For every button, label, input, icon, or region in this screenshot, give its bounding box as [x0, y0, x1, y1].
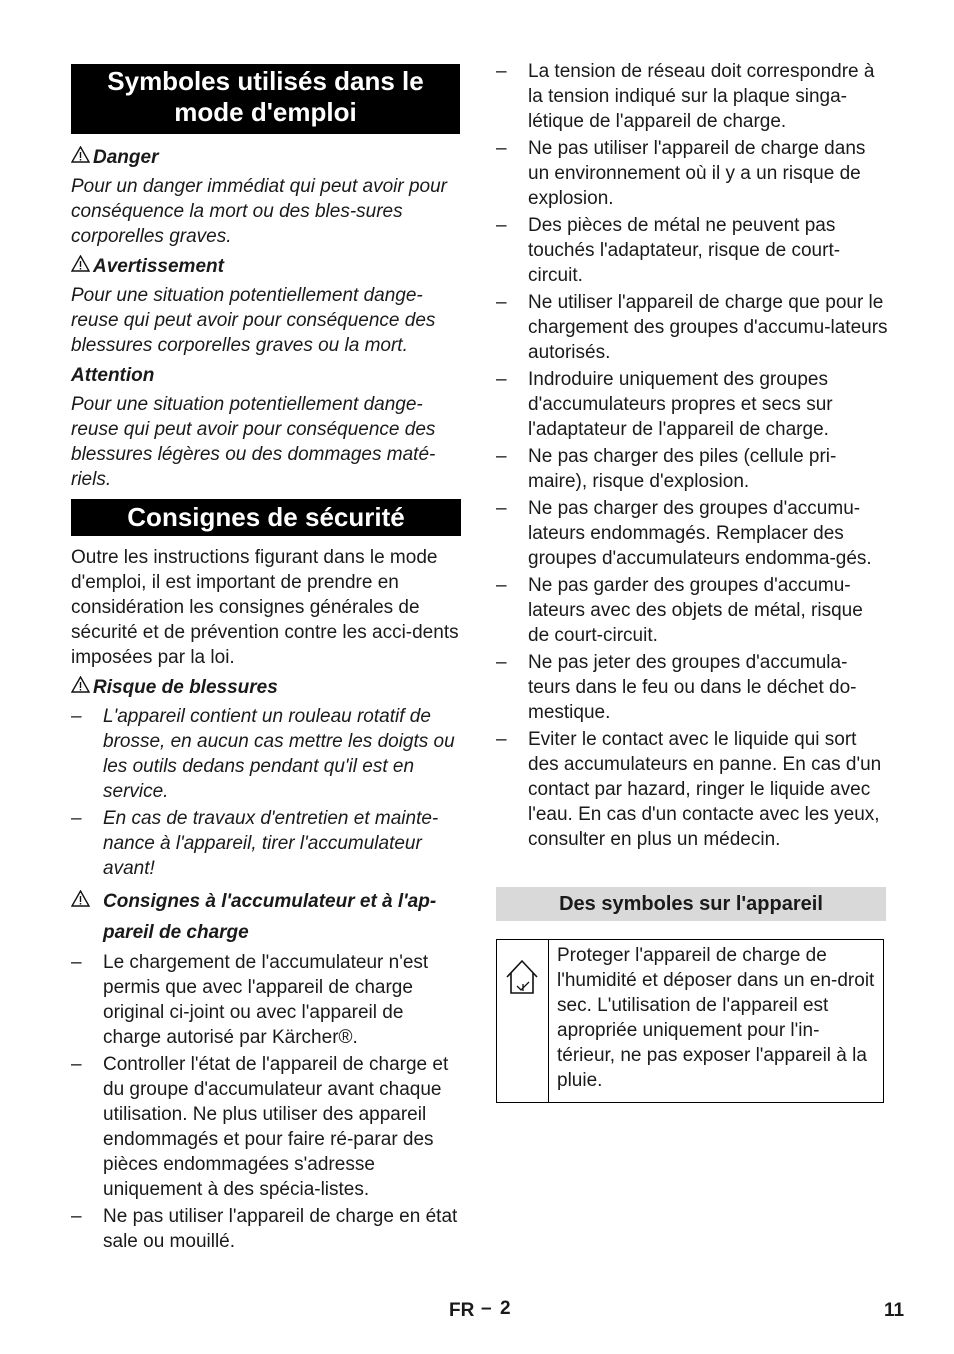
list-item: – En cas de travaux d'entretien et mainte-nance à l'appareil, tirer l'accumulateur avant! [71, 808, 439, 879]
warning-icon [71, 675, 93, 700]
safety-intro: Outre les instructions figurant dans le mode d'emploi, il est important de prendre en considération les consignes générales de sécurité et de prévention contre les acci-dents imposées par la loi. [71, 547, 459, 668]
danger-block [71, 145, 461, 249]
page-number: 11 [884, 1300, 905, 1321]
list-item: – La tension de réseau doit correspondre à la tension indiqué sur la plaque singa-létique de l'appareil de charge. [496, 61, 875, 132]
list-item: – Controller l'état de l'appareil de charge et du groupe d'accumulateur avant chaque utilisation. Ne plus utiliser des appareil endommagés et pour faire ré-parar des pièces endommagées s'adresse uniquement à des spécia-listes. [71, 1054, 449, 1200]
risk-heading [71, 675, 461, 700]
device-symbols-heading: Des symboles sur l'appareil [496, 887, 886, 921]
list-item: – Indroduire uniquement des groupes d'accumulateurs propres et secs sur l'adaptateur de l'appareil de charge. [496, 369, 833, 440]
warning-block [71, 254, 461, 358]
symbol-icon-cell [497, 940, 549, 1102]
footer-language: FR [449, 1300, 475, 1321]
avertissement-title: Avertissement [93, 256, 224, 277]
warning-icon [71, 145, 93, 170]
list-item: – Le chargement de l'accumulateur n'est permis que avec l'appareil de charge original ci-joint ou avec l'appareil de charge autorisé par Kärcher®. [71, 952, 429, 1048]
danger-text: Pour un danger immédiat qui peut avoir pour conséquence la mort ou des bles-sures corporelles graves. [71, 176, 448, 247]
heading-safety: Consignes de sécurité [71, 499, 461, 536]
symbol-description: Proteger l'appareil de charge de l'humidité et déposer dans un en-droit sec. L'utilisation de l'appareil est apropriée uniquement pour l'in-térieur, ne pas exposer l'appareil à la pluie. [557, 945, 875, 1091]
accumulator-block [71, 886, 461, 1256]
list-item: – L'appareil contient un rouleau rotatif de brosse, en aucun cas mettre les doigts ou les outils dedans pendant qu'il est en service. [71, 706, 455, 802]
list-item: – Ne pas garder des groupes d'accumu-lateurs avec des objets de métal, risque de court-circuit. [496, 575, 863, 646]
charger-safety-list [496, 59, 888, 854]
footer-separator: – [481, 1298, 492, 1319]
indoor-use-house-icon [503, 955, 541, 999]
avertissement-heading [71, 254, 461, 279]
list-item: – Ne pas charger des groupes d'accumu-lateurs endommagés. Remplacer des groupes d'accumulateurs endomma-gés. [496, 498, 872, 569]
avertissement-text: Pour une situation potentiellement dange-reuse qui peut avoir pour conséquence des blessures corporelles graves ou la mort. [71, 285, 436, 356]
danger-heading [71, 145, 461, 170]
attention-text: Pour une situation potentiellement dange-reuse qui peut avoir pour conséquence des blessures légères ou des dommages maté-riels. [71, 394, 436, 490]
list-item: – Des pièces de métal ne peuvent pas touchés l'adaptateur, risque de court-circuit. [496, 215, 841, 286]
risk-title: Risque de blessures [93, 677, 278, 698]
footer-section: 2 [500, 1298, 511, 1319]
accumulator-heading [71, 886, 461, 948]
list-item: – Ne utiliser l'appareil de charge que pour le chargement des groupes d'accumu-lateurs autorisés. [496, 292, 888, 363]
risk-list [71, 704, 461, 881]
warning-icon [71, 254, 93, 279]
list-item: – Ne pas jeter des groupes d'accumula-teurs dans le feu ou dans le déchet do-mestique. [496, 652, 857, 723]
list-item: – Ne pas utiliser l'appareil de charge dans un environnement où il y a un risque de explosion. [496, 138, 866, 209]
danger-title: Danger [93, 147, 159, 168]
risk-block [71, 675, 461, 883]
heading-symbols: Symboles utilisés dans le mode d'emploi [71, 64, 460, 134]
list-item: – Ne pas charger des piles (cellule pri-maire), risque d'explosion. [496, 446, 837, 492]
symbol-table [496, 939, 884, 1103]
attention-block [71, 363, 461, 492]
accumulator-list [71, 950, 461, 1254]
attention-title: Attention [71, 365, 155, 386]
list-item: – Ne pas utiliser l'appareil de charge en état sale ou mouillé. [71, 1206, 458, 1252]
list-item: – Eviter le contact avec le liquide qui sort des accumulateurs en panne. En cas d'un contact par hazard, ringer le liquide avec l'eau. En cas d'un contacte avec les yeux, consulter en plus un médecin. [496, 729, 882, 850]
accumulator-title: Consignes à l'accumulateur et à l'ap-pareil de charge [103, 891, 437, 943]
warning-icon [71, 886, 93, 917]
